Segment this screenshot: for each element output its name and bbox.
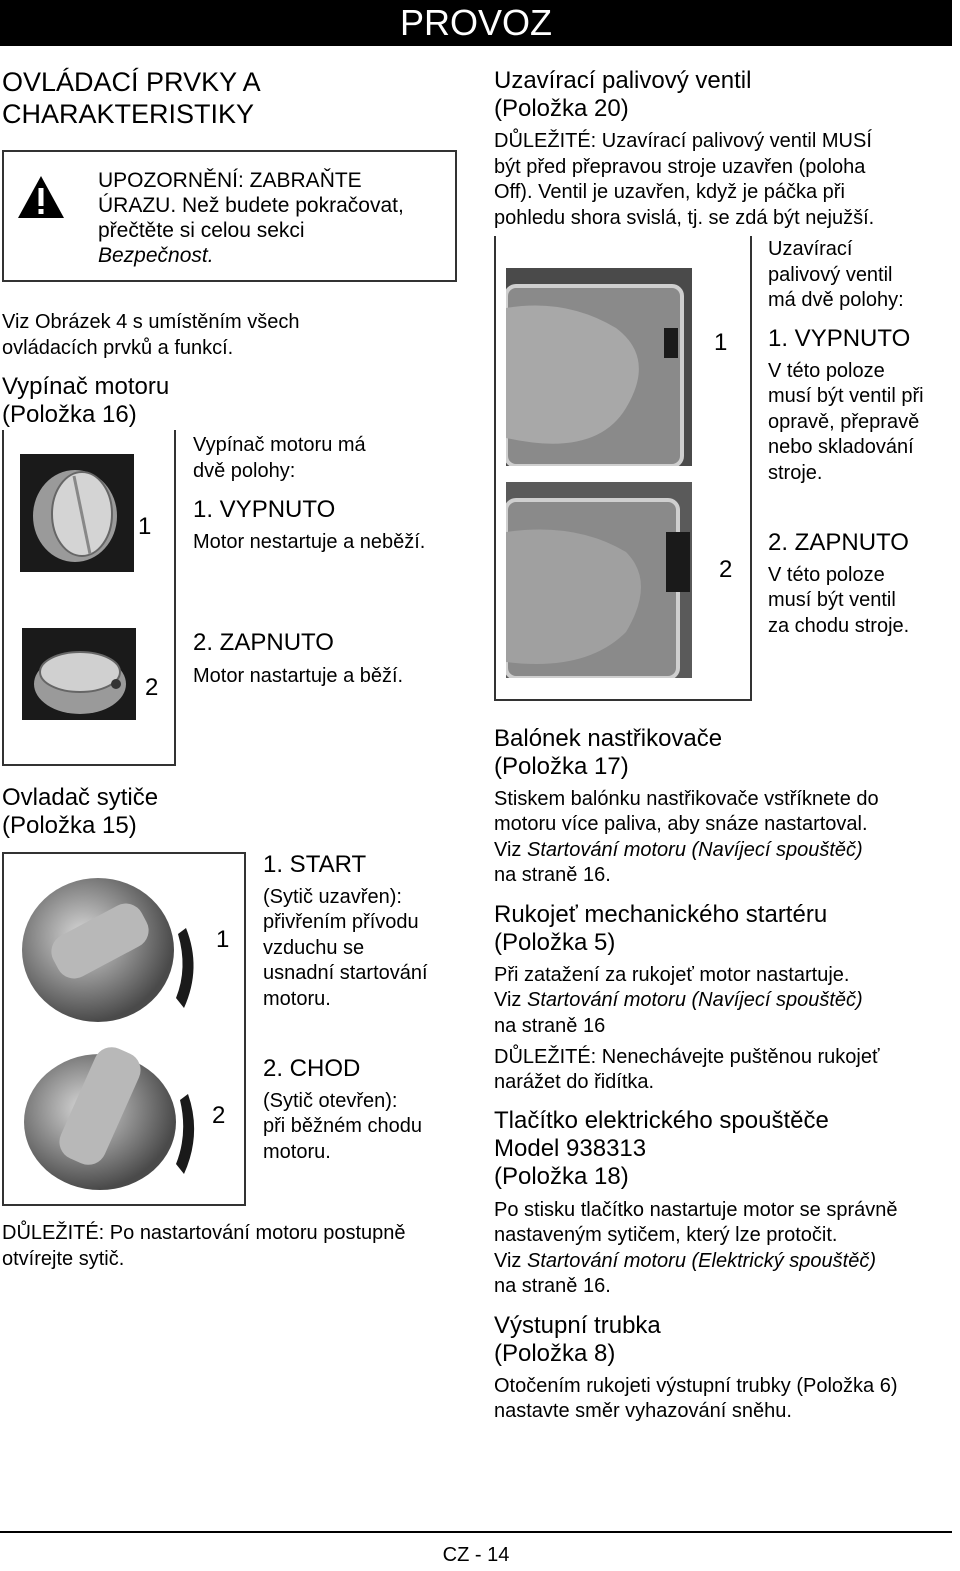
fuel-important-l3: Off). Ventil je uzavřen, když je páčka při (494, 181, 845, 203)
section-title-line1: OVLÁDACÍ PRVKY A (2, 67, 261, 97)
fuel-opt1-l1: V této poloze (768, 360, 885, 382)
fuel-important-l1: DŮLEŽITÉ: Uzavírací palivový ventil MUSÍ (494, 130, 872, 152)
chute-title1: Výstupní trubka (494, 1312, 661, 1339)
section-title-line2: CHARAKTERISTIKY (2, 99, 255, 129)
fuel-opt1-title: 1. VYPNUTO (768, 325, 911, 352)
header-title: PROVOZ (399, 2, 552, 43)
recoil-l2 (494, 988, 863, 1014)
fuel-side-l1: Uzavírací (768, 238, 853, 260)
warning-line2: ÚRAZU. Než budete pokračovat, (98, 194, 404, 217)
primer-l1: Stiskem balónku nastřikovače vstříknete do (494, 788, 879, 810)
choke-important-line1: DŮLEŽITÉ: Po nastartování motoru postupně (2, 1222, 406, 1244)
fuel-opt1-l4: nebo skladování (768, 436, 914, 458)
primer-title2: (Položka 17) (494, 753, 629, 780)
choke-opt2-l3: motoru. (263, 1141, 331, 1163)
choke-opt1-l4: usnadní startování (263, 962, 428, 984)
fuel-side-l2: palivový ventil (768, 264, 893, 286)
recoil-l2-link: Startování motoru (Navíjecí spouštěč) (526, 989, 863, 1011)
primer-l3 (494, 838, 863, 864)
engine-switch-opt2-title: 2. ZAPNUTO (193, 629, 334, 656)
recoil-important-l2: narážet do řidítka. (494, 1071, 655, 1093)
chute-l2: nastavte směr vyhazování sněhu. (494, 1400, 792, 1422)
choke-num2: 2 (212, 1102, 226, 1129)
engine-switch-off-image (20, 454, 134, 572)
choke-opt1-l5: motoru. (263, 988, 331, 1010)
fuel-valve-off-image (506, 268, 692, 466)
recoil-l2-prefix: Viz (494, 989, 527, 1011)
fuel-opt2-l1: V této poloze (768, 564, 885, 586)
fuel-valve-num2: 2 (719, 556, 733, 583)
choke-title1: Ovladač sytiče (2, 784, 159, 811)
electric-l3-link: Startování motoru (Elektrický spouštěč) (526, 1250, 876, 1272)
choke-important-line2: otvírejte sytič. (2, 1248, 125, 1270)
choke-opt1-l3: vzduchu se (263, 937, 365, 959)
warning-line1: UPOZORNĚNÍ: ZABRAŇTE (98, 169, 362, 192)
choke-title2: (Položka 15) (2, 812, 137, 839)
choke-opt1-l2: přivřením přívodu (263, 911, 419, 933)
fuel-title2: (Položka 20) (494, 95, 629, 122)
recoil-l1: Při zatažení za rukojeť motor nastartuje. (494, 964, 850, 986)
choke-opt2-l2: při běžném chodu (263, 1115, 422, 1137)
engine-switch-desc1: Vypínač motoru má (193, 434, 366, 456)
recoil-l3: na straně 16 (494, 1015, 606, 1037)
electric-l4: na straně 16. (494, 1275, 611, 1297)
electric-l2: nastaveným sytičem, který lze protočit. (494, 1224, 838, 1246)
recoil-title1: Rukojeť mechanického startéru (494, 901, 828, 928)
engine-switch-num2: 2 (145, 674, 159, 701)
warning-line4: Bezpečnost. (98, 244, 214, 267)
primer-title1: Balónek nastřikovače (494, 725, 723, 752)
fuel-side-l3: má dvě polohy: (768, 289, 904, 311)
engine-switch-on-image (22, 628, 136, 720)
primer-l3-link: Startování motoru (Navíjecí spouštěč) (526, 839, 863, 861)
choke-num1: 1 (216, 926, 230, 953)
fuel-important-l2: být před přepravou stroje uzavřen (poloha (494, 156, 866, 178)
chute-title2: (Položka 8) (494, 1340, 616, 1367)
engine-switch-desc2: dvě polohy: (193, 460, 296, 482)
fuel-opt1-l3: opravě, přepravě (768, 411, 920, 433)
electric-title2: Model 938313 (494, 1135, 647, 1162)
engine-switch-num1: 1 (138, 513, 152, 540)
intro-line1: Viz Obrázek 4 s umístěním všech (2, 311, 300, 333)
warning-line3: přečtěte si celou sekci (98, 219, 305, 242)
fuel-opt2-l3: za chodu stroje. (768, 615, 910, 637)
intro-line2: ovládacích prvků a funkcí. (2, 337, 234, 359)
footer-rule (0, 1531, 952, 1533)
page-number: CZ - 14 (442, 1544, 510, 1566)
engine-switch-title2: (Položka 16) (2, 401, 137, 428)
fuel-important-l4: pohledu shora svislá, tj. se zdá být nejužší. (494, 207, 875, 229)
page-header (0, 0, 952, 46)
choke-run-image (18, 1034, 204, 1194)
warning-triangle-icon (16, 174, 66, 220)
choke-figure (2, 852, 246, 1206)
chute-l1: Otočením rukojeti výstupní trubky (Položka 6) (494, 1375, 898, 1397)
electric-l3-prefix: Viz (494, 1250, 527, 1272)
fuel-opt1-l5: stroje. (768, 462, 823, 484)
electric-l1: Po stisku tlačítko nastartuje motor se správně (494, 1199, 898, 1221)
fuel-opt1-l2: musí být ventil při (768, 385, 924, 407)
choke-start-image (18, 868, 204, 1026)
recoil-title2: (Položka 5) (494, 929, 616, 956)
fuel-title1: Uzavírací palivový ventil (494, 67, 752, 94)
electric-title3: (Položka 18) (494, 1163, 629, 1190)
recoil-important-l1: DŮLEŽITÉ: Nenechávejte puštěnou rukojeť (494, 1046, 880, 1068)
engine-switch-figure (2, 430, 176, 766)
electric-title1: Tlačítko elektrického spouštěče (494, 1107, 829, 1134)
primer-l2: motoru více paliva, aby snáze nastartoval. (494, 813, 868, 835)
electric-l3 (494, 1249, 876, 1275)
choke-opt1-title: 1. START (263, 851, 367, 878)
engine-switch-opt1-title: 1. VYPNUTO (193, 496, 336, 523)
engine-switch-title1: Vypínač motoru (2, 373, 170, 400)
fuel-opt2-title: 2. ZAPNUTO (768, 529, 909, 556)
fuel-opt2-l2: musí být ventil (768, 589, 896, 611)
fuel-valve-on-image (506, 482, 692, 678)
engine-switch-opt1-desc: Motor nestartuje a neběží. (193, 531, 426, 553)
fuel-valve-num1: 1 (714, 329, 728, 356)
choke-opt2-l1: (Sytič otevřen): (263, 1090, 398, 1112)
primer-l4: na straně 16. (494, 864, 611, 886)
primer-l3-prefix: Viz (494, 839, 527, 861)
choke-opt2-title: 2. CHOD (263, 1055, 361, 1082)
engine-switch-opt2-desc: Motor nastartuje a běží. (193, 665, 404, 687)
fuel-valve-figure (494, 236, 752, 701)
choke-opt1-l1: (Sytič uzavřen): (263, 886, 402, 908)
